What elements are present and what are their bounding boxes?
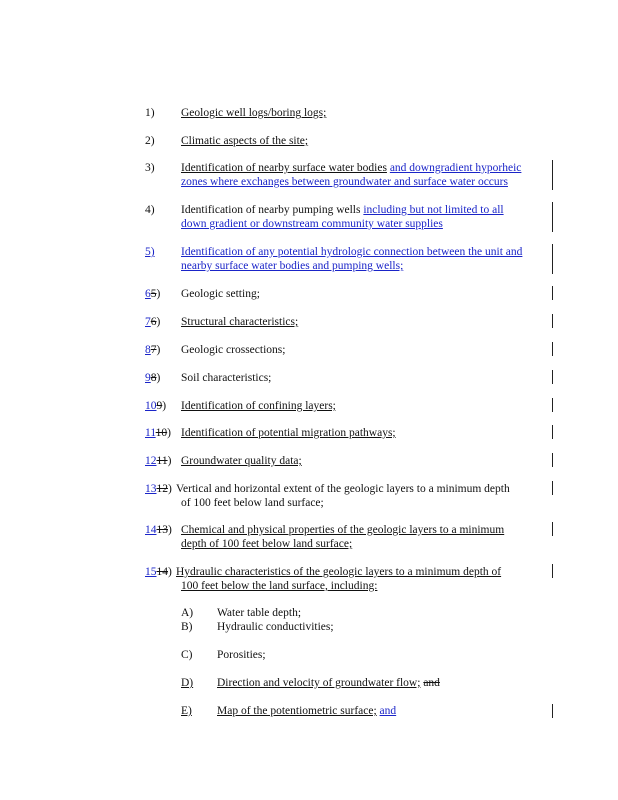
inserted-text: zones where exchanges between groundwater and surface water occurs xyxy=(181,176,508,188)
new-number: 13 xyxy=(145,483,157,495)
old-number: 9 xyxy=(156,400,163,412)
item-number xyxy=(145,426,171,440)
old-number: 14 xyxy=(156,566,168,578)
sub-item-letter: C) xyxy=(181,649,193,661)
item-number xyxy=(145,343,160,357)
change-bar xyxy=(552,202,553,232)
deleted-text: and xyxy=(423,677,440,689)
item-number xyxy=(145,399,166,413)
change-bar xyxy=(552,564,553,578)
change-bar xyxy=(552,370,553,384)
item-text: depth of 100 feet below land surface; xyxy=(181,538,353,550)
item-text: Soil characteristics; xyxy=(181,372,272,384)
item-text: Geologic crossections; xyxy=(181,344,286,356)
change-bar xyxy=(552,522,553,536)
inserted-text: nearby surface water bodies and pumping wells; xyxy=(181,260,404,272)
new-number: 15 xyxy=(145,566,157,578)
new-number: 7 xyxy=(145,316,151,328)
item-number xyxy=(145,454,171,468)
sub-item-text-main: Map of the potentiometric surface; xyxy=(217,705,377,717)
change-bar xyxy=(552,244,553,274)
item-number xyxy=(145,523,172,537)
inserted-text: including but not limited to all xyxy=(363,204,504,216)
number-paren: ) xyxy=(156,372,161,384)
sub-item-text: Porosities; xyxy=(217,649,266,661)
old-number: 10 xyxy=(155,427,168,439)
number-paren: ) xyxy=(168,524,172,536)
item-text-line: Identification of nearby surface water bodies xyxy=(181,162,387,174)
old-number: 11 xyxy=(156,455,168,467)
inserted-text: and xyxy=(379,705,397,717)
new-number: 10 xyxy=(145,400,157,412)
item-text: Identification of confining layers; xyxy=(181,400,336,412)
sub-item-letter: A) xyxy=(181,607,194,619)
change-bar xyxy=(552,286,553,300)
change-bar xyxy=(552,704,553,718)
new-number: 14 xyxy=(145,524,157,536)
item-number xyxy=(145,482,172,496)
sub-item-text: Water table depth; xyxy=(217,607,302,619)
item-number: 3) xyxy=(145,162,155,174)
item-text: 100 feet below the land surface, including: xyxy=(181,580,378,592)
sub-item-text xyxy=(217,676,588,690)
old-number: 7 xyxy=(150,344,157,356)
item-number: 1) xyxy=(145,107,155,119)
sub-item-letter: D) xyxy=(181,677,194,689)
sub-item-letter: B) xyxy=(181,621,193,633)
change-bar xyxy=(552,481,553,495)
change-bar xyxy=(552,398,553,412)
inserted-text: Identification of any potential hydrologic connection between the unit and xyxy=(181,246,523,258)
number-paren: ) xyxy=(156,288,161,300)
item-text-line: Identification of nearby pumping wells xyxy=(181,204,361,216)
new-number: 12 xyxy=(145,455,157,467)
item-text: Vertical and horizontal extent of the geologic layers to a minimum depth xyxy=(176,483,510,495)
item-number xyxy=(145,565,172,579)
item-text: Geologic setting; xyxy=(181,288,260,300)
sub-item-text: Hydraulic conductivities; xyxy=(217,621,334,633)
new-number: 8 xyxy=(145,344,151,356)
number-paren: ) xyxy=(167,455,172,467)
number-paren: ) xyxy=(156,344,161,356)
old-number: 12 xyxy=(156,483,168,495)
item-text: Groundwater quality data; xyxy=(181,455,302,467)
item-text: Hydraulic characteristics of the geologic layers to a minimum depth of xyxy=(176,566,502,578)
new-number: 9 xyxy=(145,372,151,384)
sub-item-text-main: Direction and velocity of groundwater flow; xyxy=(217,677,421,689)
item-text: Chemical and physical properties of the geologic layers to a minimum xyxy=(181,524,505,536)
old-number: 5 xyxy=(150,288,157,300)
number-paren: ) xyxy=(168,483,172,495)
change-bar xyxy=(552,314,553,328)
item-number: 4) xyxy=(145,204,155,216)
number-paren: ) xyxy=(167,427,171,439)
item-text: Identification of potential migration pathways; xyxy=(181,427,396,439)
new-number: 11 xyxy=(145,427,156,439)
change-bar xyxy=(552,425,553,439)
sub-item-text xyxy=(217,704,588,718)
change-bar xyxy=(552,160,553,190)
item-text: Geologic well logs/boring logs; xyxy=(181,107,327,119)
item-number xyxy=(145,315,160,329)
number-paren: ) xyxy=(168,566,172,578)
inserted-text: and downgradient hyporheic xyxy=(389,162,522,174)
number-paren: ) xyxy=(162,400,167,412)
item-text xyxy=(181,161,588,175)
item-text: Structural characteristics; xyxy=(181,316,299,328)
item-text: of 100 feet below land surface; xyxy=(181,497,324,509)
sub-item-letter: E) xyxy=(181,705,192,717)
item-text xyxy=(181,203,588,217)
item-number: 5) xyxy=(145,246,155,258)
number-paren: ) xyxy=(156,316,161,328)
inserted-text: down gradient or downstream community water supplies xyxy=(181,218,443,230)
new-number: 6 xyxy=(145,288,151,300)
change-bar xyxy=(552,342,553,356)
old-number: 8 xyxy=(150,372,157,384)
old-number: 13 xyxy=(156,524,168,536)
item-number xyxy=(145,371,160,385)
item-number: 2) xyxy=(145,135,155,147)
item-number xyxy=(145,287,160,301)
old-number: 6 xyxy=(150,316,157,328)
change-bar xyxy=(552,453,553,467)
item-text: Climatic aspects of the site; xyxy=(181,135,309,147)
